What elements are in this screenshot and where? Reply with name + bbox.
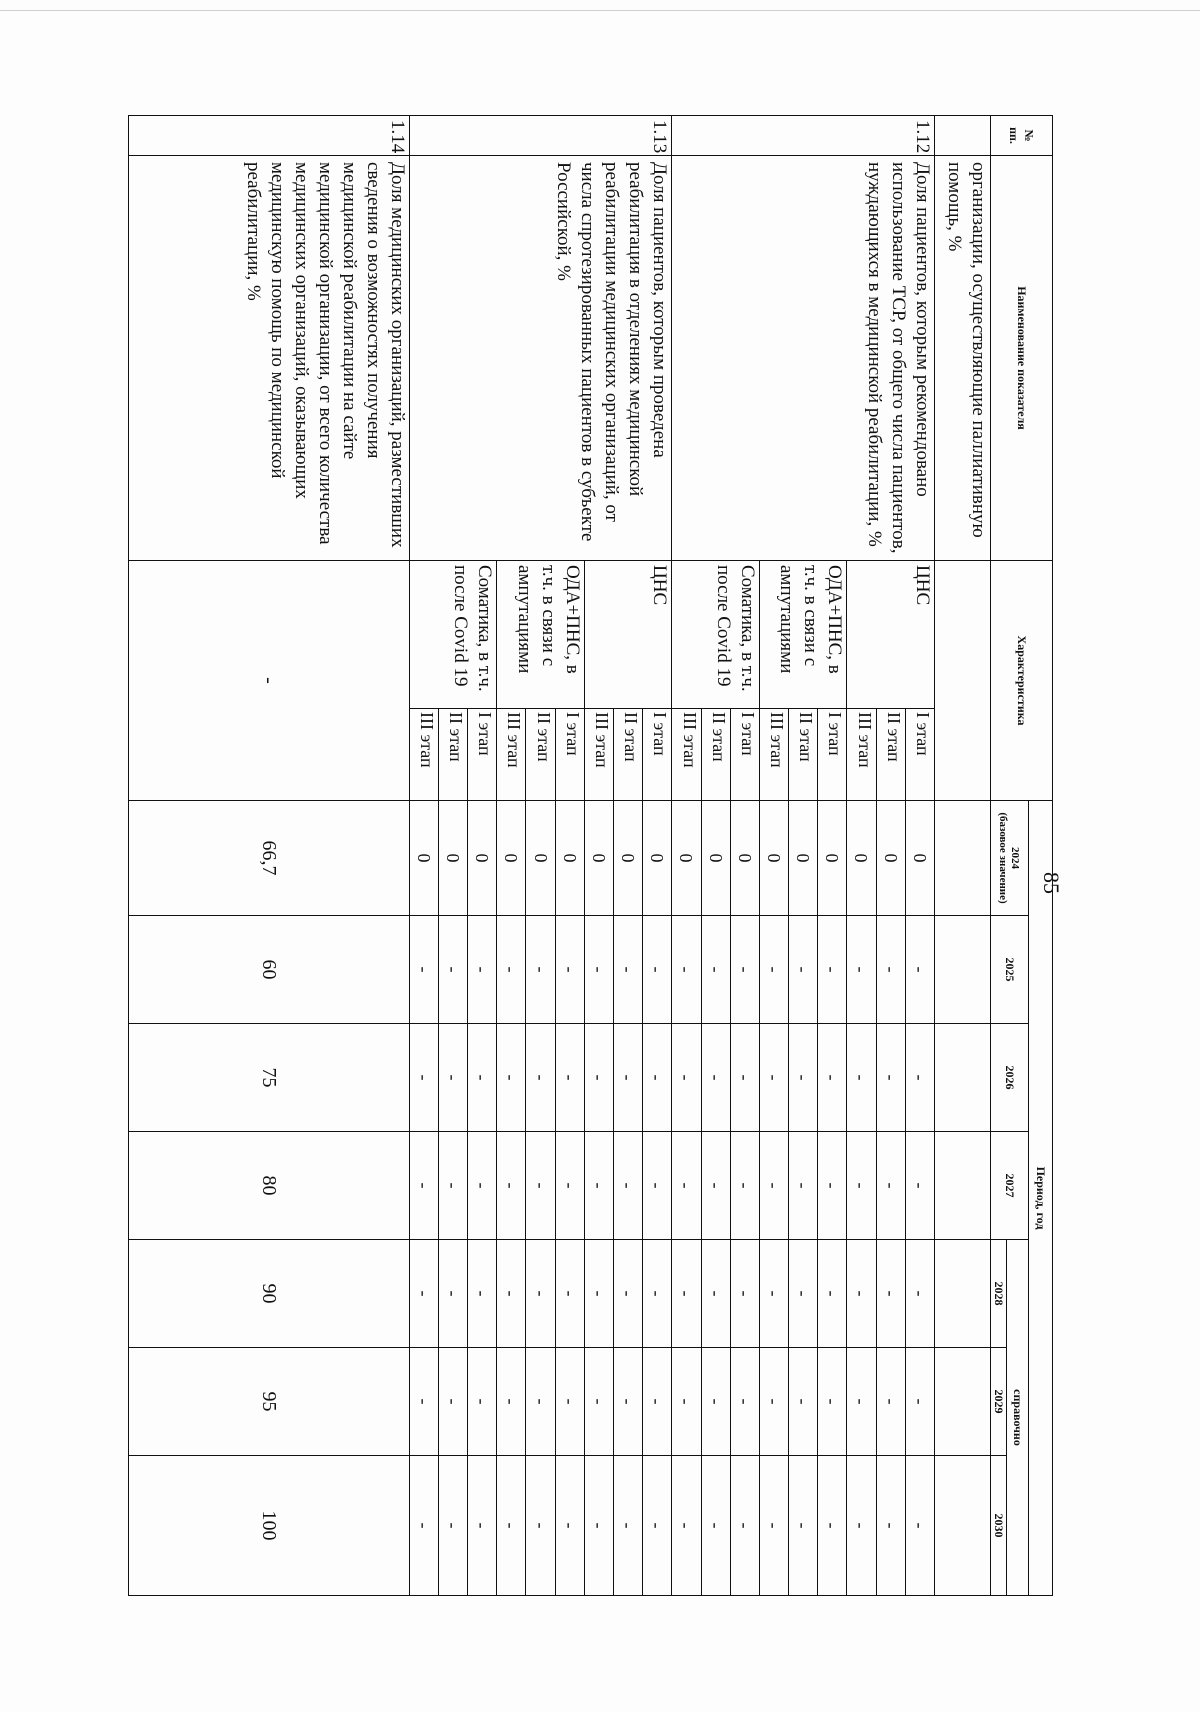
page-number: 85 (1039, 872, 1064, 894)
stage-value-cell: - (497, 1024, 526, 1132)
carryover-name: организации, осуществляющие паллиативную помощь, % (934, 156, 990, 561)
stage-value-cell: 0 (614, 801, 643, 916)
stage-value-cell: - (409, 1240, 438, 1348)
stage-value-cell: - (905, 1240, 934, 1348)
stage-value-cell: - (614, 1348, 643, 1456)
stage-value-cell: - (409, 1024, 438, 1132)
row-1-13-stage-label: I этап (555, 709, 584, 801)
stage-value-cell: - (730, 1024, 759, 1132)
stage-value-cell: - (526, 1348, 555, 1456)
stage-value-cell: - (614, 916, 643, 1024)
stage-value-cell: 0 (759, 801, 788, 916)
stage-value-cell: - (789, 1240, 818, 1348)
stage-value-cell: - (759, 1456, 788, 1596)
row-1-13-stage-label: II этап (614, 709, 643, 801)
stage-value-cell: - (643, 1132, 672, 1240)
row-1-14-value: 66,7 (129, 801, 410, 916)
stage-value-cell: - (672, 1024, 701, 1132)
stage-value-cell: - (759, 916, 788, 1024)
row-1-13-group-label: ЦНС (584, 561, 672, 709)
stage-value-cell: 0 (876, 801, 905, 916)
stage-value-cell: 0 (701, 801, 730, 916)
row-1-13-stage-row (643, 116, 672, 1596)
stage-value-cell: - (759, 1240, 788, 1348)
stage-value-cell: - (497, 1456, 526, 1596)
row-1-12-stage-row (905, 116, 934, 1596)
stage-value-cell: 0 (818, 801, 847, 916)
stage-value-cell: - (672, 1132, 701, 1240)
stage-value-cell: - (789, 1348, 818, 1456)
stage-value-cell: - (614, 1132, 643, 1240)
stage-value-cell: - (526, 916, 555, 1024)
stage-value-cell: 0 (847, 801, 876, 916)
stage-value-cell: - (847, 1240, 876, 1348)
row-1-13-stage-label: III этап (584, 709, 613, 801)
stage-value-cell: - (584, 1348, 613, 1456)
stage-value-cell: - (818, 916, 847, 1024)
stage-value-cell: - (614, 1024, 643, 1132)
stage-value-cell: - (701, 1456, 730, 1596)
stage-value-cell: - (847, 1132, 876, 1240)
stage-value-cell: - (789, 1024, 818, 1132)
row-1-13-group-label: ОДА+ПНС, в т.ч. в связи с ампутациями (497, 561, 585, 709)
row-1-14-name: Доля медицинских организаций, разместивших сведения о возможностях получения медицинской реабилитации на сайте медицинской организации, от всего количества медицинских организаций, оказывающих медицинскую помощь по медицинской реабилитации, % (129, 156, 410, 561)
stage-value-cell: - (876, 1024, 905, 1132)
stage-value-cell: - (497, 916, 526, 1024)
carryover-row (934, 116, 990, 1596)
carryover-num (934, 116, 990, 156)
stage-value-cell: - (643, 1456, 672, 1596)
header-year-2025: 2025 (991, 916, 1029, 1024)
stage-value-cell: 0 (789, 801, 818, 916)
row-1-13-stage-label: III этап (497, 709, 526, 801)
stage-value-cell: 0 (468, 801, 497, 916)
row-1-13-stage-label: II этап (438, 709, 467, 801)
stage-value-cell: - (409, 1456, 438, 1596)
stage-value-cell: - (497, 1132, 526, 1240)
indicator-table-landscape (128, 115, 1053, 1595)
row-1-12-group-label: ОДА+ПНС, в т.ч. в связи с ампутациями (759, 561, 847, 709)
row-1-14-value: 90 (129, 1240, 410, 1348)
stage-value-cell: 0 (555, 801, 584, 916)
stage-value-cell: - (438, 1456, 467, 1596)
stage-value-cell: - (847, 1024, 876, 1132)
stage-value-cell: - (905, 1024, 934, 1132)
stage-value-cell: - (905, 916, 934, 1024)
stage-value-cell: 0 (730, 801, 759, 916)
stage-value-cell: - (818, 1240, 847, 1348)
stage-value-cell: 0 (409, 801, 438, 916)
stage-value-cell: - (468, 916, 497, 1024)
stage-value-cell: - (526, 1024, 555, 1132)
row-1-12-stage-label: III этап (847, 709, 876, 801)
stage-value-cell: - (789, 916, 818, 1024)
stage-value-cell: - (730, 1240, 759, 1348)
stage-value-cell: - (730, 1348, 759, 1456)
row-1-14-value: 95 (129, 1348, 410, 1456)
stage-value-cell: - (555, 1132, 584, 1240)
stage-value-cell: - (876, 1132, 905, 1240)
row-1-12-stage-label: I этап (818, 709, 847, 801)
row-1-12-group-label: Соматика, в т.ч. после Covid 19 (672, 561, 760, 709)
stage-value-cell: - (730, 1132, 759, 1240)
stage-value-cell: - (672, 1456, 701, 1596)
row-1-12-stage-label: II этап (876, 709, 905, 801)
stage-value-cell: - (438, 1240, 467, 1348)
stage-value-cell: - (468, 1132, 497, 1240)
stage-value-cell: - (905, 1348, 934, 1456)
stage-value-cell: - (468, 1456, 497, 1596)
stage-value-cell: 0 (905, 801, 934, 916)
stage-value-cell: - (876, 1348, 905, 1456)
row-1-12-stage-label: II этап (789, 709, 818, 801)
row-1-14-characteristic: - (129, 561, 410, 801)
stage-value-cell: - (672, 916, 701, 1024)
stage-value-cell: - (876, 1240, 905, 1348)
row-1-12-stage-label: I этап (905, 709, 934, 801)
stage-value-cell: - (643, 1024, 672, 1132)
row-1-12-stage-label: III этап (759, 709, 788, 801)
base-value-note: (базовое значение) (997, 812, 1010, 904)
stage-value-cell: - (438, 1348, 467, 1456)
stage-value-cell: - (584, 916, 613, 1024)
stage-value-cell: - (614, 1240, 643, 1348)
header-year-2029: 2029 (991, 1348, 1007, 1456)
stage-value-cell: - (643, 916, 672, 1024)
carryover-char (934, 561, 990, 801)
stage-value-cell: - (905, 1132, 934, 1240)
stage-value-cell: - (759, 1348, 788, 1456)
stage-value-cell: - (555, 916, 584, 1024)
header-name: Наименование показателя (991, 156, 1053, 561)
stage-value-cell: - (555, 1348, 584, 1456)
row-1-12-group-label: ЦНС (847, 561, 935, 709)
stage-value-cell: 0 (526, 801, 555, 916)
row-1-14-num: 1.14 (129, 116, 410, 156)
stage-value-cell: - (409, 1132, 438, 1240)
header-num: № пп. (991, 116, 1053, 156)
row-1-12-stage-label: I этап (730, 709, 759, 801)
stage-value-cell: - (818, 1348, 847, 1456)
stage-value-cell: - (468, 1240, 497, 1348)
stage-value-cell: - (438, 916, 467, 1024)
stage-value-cell: 0 (643, 801, 672, 916)
stage-value-cell: - (759, 1132, 788, 1240)
header-year-2026: 2026 (991, 1024, 1029, 1132)
stage-value-cell: - (526, 1240, 555, 1348)
row-1-14 (129, 116, 410, 1596)
stage-value-cell: - (701, 1348, 730, 1456)
stage-value-cell: - (847, 916, 876, 1024)
stage-value-cell: - (584, 1456, 613, 1596)
row-1-12-stage-label: III этап (672, 709, 701, 801)
row-1-12-stage-label: II этап (701, 709, 730, 801)
header-characteristic: Характеристика (991, 561, 1053, 801)
stage-value-cell: - (526, 1456, 555, 1596)
row-1-13-num: 1.13 (409, 116, 672, 156)
stage-value-cell: - (584, 1240, 613, 1348)
stage-value-cell: - (409, 916, 438, 1024)
header-year-2028: 2028 (991, 1240, 1007, 1348)
stage-value-cell: - (701, 1132, 730, 1240)
stage-value-cell: - (789, 1456, 818, 1596)
stage-value-cell: - (701, 1240, 730, 1348)
stage-value-cell: - (614, 1456, 643, 1596)
stage-value-cell: - (730, 916, 759, 1024)
row-1-13-name: Доля пациентов, которым проведена реабилитация в отделениях медицинской реабилитации медицинских организаций, от числа спротезированных пациентов в субъекте Российской, % (409, 156, 672, 561)
rotated-page-area (128, 115, 1053, 1595)
row-1-13-group-label: Соматика, в т.ч. после Covid 19 (409, 561, 497, 709)
stage-value-cell: - (672, 1348, 701, 1456)
row-1-13-stage-label: II этап (526, 709, 555, 801)
stage-value-cell: - (526, 1132, 555, 1240)
stage-value-cell: - (701, 916, 730, 1024)
stage-value-cell: - (789, 1132, 818, 1240)
row-1-12-num: 1.12 (672, 116, 935, 156)
stage-value-cell: - (468, 1348, 497, 1456)
row-1-14-value: 100 (129, 1456, 410, 1596)
stage-value-cell: - (497, 1348, 526, 1456)
stage-value-cell: - (818, 1024, 847, 1132)
stage-value-cell: - (818, 1132, 847, 1240)
row-1-13-stage-label: III этап (409, 709, 438, 801)
row-1-14-value: 60 (129, 916, 410, 1024)
stage-value-cell: - (584, 1024, 613, 1132)
year-2024-label: 2024 (1009, 847, 1022, 869)
stage-value-cell: - (555, 1456, 584, 1596)
stage-value-cell: - (876, 1456, 905, 1596)
stage-value-cell: - (905, 1456, 934, 1596)
stage-value-cell: - (847, 1348, 876, 1456)
stage-value-cell: - (730, 1456, 759, 1596)
header-year-2030: 2030 (991, 1456, 1007, 1596)
header-period: Период, год (1029, 801, 1053, 1596)
stage-value-cell: - (759, 1024, 788, 1132)
stage-value-cell: - (438, 1024, 467, 1132)
header-reference: справочно (1007, 1240, 1029, 1596)
stage-value-cell: - (438, 1132, 467, 1240)
row-1-13-stage-label: I этап (468, 709, 497, 801)
stage-value-cell: 0 (438, 801, 467, 916)
header-year-2027: 2027 (991, 1132, 1029, 1240)
row-1-12-name: Доля пациентов, которым рекомендовано использование ТСР, от общего числа пациентов, нуждающихся в медицинской реабилитации, % (672, 156, 935, 561)
header-year-2024 (991, 801, 1029, 916)
stage-value-cell: - (584, 1132, 613, 1240)
row-1-14-value: 80 (129, 1132, 410, 1240)
row-1-14-value: 75 (129, 1024, 410, 1132)
stage-value-cell: - (672, 1240, 701, 1348)
stage-value-cell: 0 (497, 801, 526, 916)
stage-value-cell: - (701, 1024, 730, 1132)
stage-value-cell: 0 (584, 801, 613, 916)
stage-value-cell: - (818, 1456, 847, 1596)
stage-value-cell: - (468, 1024, 497, 1132)
stage-value-cell: - (409, 1348, 438, 1456)
stage-value-cell: - (847, 1456, 876, 1596)
stage-value-cell: - (555, 1240, 584, 1348)
stage-value-cell: - (643, 1240, 672, 1348)
stage-value-cell: - (497, 1240, 526, 1348)
row-1-13-stage-label: I этап (643, 709, 672, 801)
indicator-table (128, 115, 1053, 1596)
stage-value-cell: - (555, 1024, 584, 1132)
stage-value-cell: - (876, 916, 905, 1024)
scan-top-edge (0, 0, 1200, 11)
stage-value-cell: 0 (672, 801, 701, 916)
stage-value-cell: - (643, 1348, 672, 1456)
